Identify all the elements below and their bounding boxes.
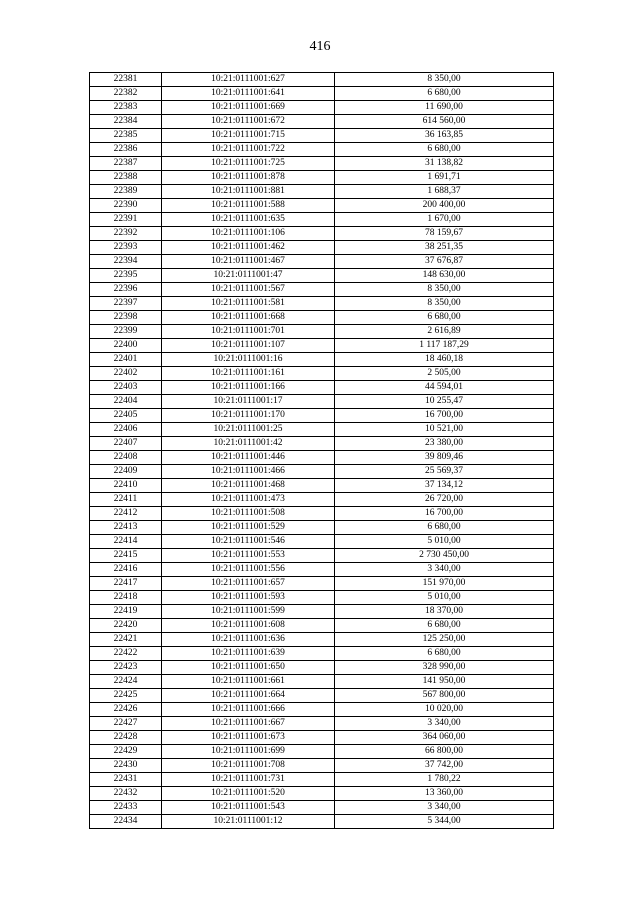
row-number-cell: 22386	[90, 143, 162, 157]
registry-table	[89, 72, 554, 829]
cadastral-number-cell: 10:21:0111001:170	[162, 409, 335, 423]
cadastral-number-cell: 10:21:0111001:699	[162, 745, 335, 759]
cadastral-number-cell: 10:21:0111001:106	[162, 227, 335, 241]
cadastral-number-cell: 10:21:0111001:161	[162, 367, 335, 381]
table-row	[90, 199, 554, 213]
row-number-cell: 22407	[90, 437, 162, 451]
row-number-cell: 22410	[90, 479, 162, 493]
row-number-cell: 22412	[90, 507, 162, 521]
value-cell: 39 809,46	[335, 451, 554, 465]
row-number-cell: 22387	[90, 157, 162, 171]
table-row	[90, 675, 554, 689]
cadastral-number-cell: 10:21:0111001:42	[162, 437, 335, 451]
value-cell: 8 350,00	[335, 283, 554, 297]
cadastral-number-cell: 10:21:0111001:593	[162, 591, 335, 605]
row-number-cell: 22385	[90, 129, 162, 143]
value-cell: 200 400,00	[335, 199, 554, 213]
table-row	[90, 129, 554, 143]
table-row	[90, 577, 554, 591]
table-row	[90, 759, 554, 773]
table-row	[90, 703, 554, 717]
cadastral-number-cell: 10:21:0111001:17	[162, 395, 335, 409]
row-number-cell: 22432	[90, 787, 162, 801]
table-row	[90, 437, 554, 451]
value-cell: 6 680,00	[335, 311, 554, 325]
row-number-cell: 22425	[90, 689, 162, 703]
cadastral-number-cell: 10:21:0111001:627	[162, 73, 335, 87]
table-row	[90, 185, 554, 199]
row-number-cell: 22396	[90, 283, 162, 297]
value-cell: 2 505,00	[335, 367, 554, 381]
row-number-cell: 22389	[90, 185, 162, 199]
row-number-cell: 22408	[90, 451, 162, 465]
table-row	[90, 241, 554, 255]
cadastral-number-cell: 10:21:0111001:588	[162, 199, 335, 213]
cadastral-number-cell: 10:21:0111001:878	[162, 171, 335, 185]
value-cell: 567 800,00	[335, 689, 554, 703]
cadastral-number-cell: 10:21:0111001:508	[162, 507, 335, 521]
value-cell: 23 380,00	[335, 437, 554, 451]
cadastral-number-cell: 10:21:0111001:701	[162, 325, 335, 339]
row-number-cell: 22428	[90, 731, 162, 745]
row-number-cell: 22423	[90, 661, 162, 675]
value-cell: 6 680,00	[335, 619, 554, 633]
value-cell: 36 163,85	[335, 129, 554, 143]
row-number-cell: 22401	[90, 353, 162, 367]
row-number-cell: 22393	[90, 241, 162, 255]
row-number-cell: 22426	[90, 703, 162, 717]
row-number-cell: 22382	[90, 87, 162, 101]
value-cell: 11 690,00	[335, 101, 554, 115]
table-row	[90, 171, 554, 185]
row-number-cell: 22413	[90, 521, 162, 535]
table-row	[90, 367, 554, 381]
cadastral-number-cell: 10:21:0111001:636	[162, 633, 335, 647]
cadastral-number-cell: 10:21:0111001:473	[162, 493, 335, 507]
table-row	[90, 465, 554, 479]
value-cell: 364 060,00	[335, 731, 554, 745]
value-cell: 38 251,35	[335, 241, 554, 255]
table-row	[90, 283, 554, 297]
row-number-cell: 22424	[90, 675, 162, 689]
value-cell: 10 255,47	[335, 395, 554, 409]
row-number-cell: 22395	[90, 269, 162, 283]
cadastral-number-cell: 10:21:0111001:520	[162, 787, 335, 801]
value-cell: 16 700,00	[335, 507, 554, 521]
cadastral-number-cell: 10:21:0111001:669	[162, 101, 335, 115]
row-number-cell: 22430	[90, 759, 162, 773]
value-cell: 13 360,00	[335, 787, 554, 801]
row-number-cell: 22411	[90, 493, 162, 507]
value-cell: 3 340,00	[335, 801, 554, 815]
cadastral-number-cell: 10:21:0111001:650	[162, 661, 335, 675]
row-number-cell: 22399	[90, 325, 162, 339]
table-row	[90, 633, 554, 647]
cadastral-number-cell: 10:21:0111001:462	[162, 241, 335, 255]
table-row	[90, 423, 554, 437]
cadastral-number-cell: 10:21:0111001:47	[162, 269, 335, 283]
table-row	[90, 815, 554, 829]
table-row	[90, 73, 554, 87]
row-number-cell: 22406	[90, 423, 162, 437]
row-number-cell: 22398	[90, 311, 162, 325]
cadastral-number-cell: 10:21:0111001:25	[162, 423, 335, 437]
table-row	[90, 115, 554, 129]
row-number-cell: 22429	[90, 745, 162, 759]
row-number-cell: 22420	[90, 619, 162, 633]
cadastral-number-cell: 10:21:0111001:546	[162, 535, 335, 549]
value-cell: 37 742,00	[335, 759, 554, 773]
row-number-cell: 22414	[90, 535, 162, 549]
row-number-cell: 22419	[90, 605, 162, 619]
cadastral-number-cell: 10:21:0111001:731	[162, 773, 335, 787]
cadastral-number-cell: 10:21:0111001:166	[162, 381, 335, 395]
cadastral-number-cell: 10:21:0111001:657	[162, 577, 335, 591]
value-cell: 1 688,37	[335, 185, 554, 199]
cadastral-number-cell: 10:21:0111001:639	[162, 647, 335, 661]
table-row	[90, 801, 554, 815]
row-number-cell: 22427	[90, 717, 162, 731]
value-cell: 18 460,18	[335, 353, 554, 367]
value-cell: 10 521,00	[335, 423, 554, 437]
value-cell: 16 700,00	[335, 409, 554, 423]
cadastral-number-cell: 10:21:0111001:529	[162, 521, 335, 535]
cadastral-number-cell: 10:21:0111001:16	[162, 353, 335, 367]
cadastral-number-cell: 10:21:0111001:556	[162, 563, 335, 577]
table-row	[90, 227, 554, 241]
table-row	[90, 451, 554, 465]
value-cell: 78 159,67	[335, 227, 554, 241]
row-number-cell: 22392	[90, 227, 162, 241]
value-cell: 328 990,00	[335, 661, 554, 675]
value-cell: 6 680,00	[335, 521, 554, 535]
table-row	[90, 101, 554, 115]
row-number-cell: 22431	[90, 773, 162, 787]
cadastral-number-cell: 10:21:0111001:599	[162, 605, 335, 619]
table-row	[90, 745, 554, 759]
value-cell: 3 340,00	[335, 717, 554, 731]
value-cell: 5 344,00	[335, 815, 554, 829]
value-cell: 66 800,00	[335, 745, 554, 759]
table-row	[90, 661, 554, 675]
value-cell: 6 680,00	[335, 647, 554, 661]
table-row	[90, 409, 554, 423]
row-number-cell: 22405	[90, 409, 162, 423]
value-cell: 2 616,89	[335, 325, 554, 339]
value-cell: 8 350,00	[335, 73, 554, 87]
row-number-cell: 22390	[90, 199, 162, 213]
value-cell: 37 134,12	[335, 479, 554, 493]
value-cell: 5 010,00	[335, 591, 554, 605]
cadastral-number-cell: 10:21:0111001:543	[162, 801, 335, 815]
cadastral-number-cell: 10:21:0111001:581	[162, 297, 335, 311]
table-row	[90, 507, 554, 521]
row-number-cell: 22404	[90, 395, 162, 409]
table-row	[90, 255, 554, 269]
value-cell: 3 340,00	[335, 563, 554, 577]
table-row	[90, 689, 554, 703]
table-row	[90, 381, 554, 395]
row-number-cell: 22421	[90, 633, 162, 647]
value-cell: 1 670,00	[335, 213, 554, 227]
table-row	[90, 773, 554, 787]
row-number-cell: 22403	[90, 381, 162, 395]
value-cell: 26 720,00	[335, 493, 554, 507]
table-row	[90, 269, 554, 283]
row-number-cell: 22388	[90, 171, 162, 185]
value-cell: 37 676,87	[335, 255, 554, 269]
table-row	[90, 395, 554, 409]
cadastral-number-cell: 10:21:0111001:12	[162, 815, 335, 829]
value-cell: 25 569,37	[335, 465, 554, 479]
row-number-cell: 22418	[90, 591, 162, 605]
cadastral-number-cell: 10:21:0111001:468	[162, 479, 335, 493]
value-cell: 1 691,71	[335, 171, 554, 185]
row-number-cell: 22391	[90, 213, 162, 227]
table-row	[90, 549, 554, 563]
row-number-cell: 22397	[90, 297, 162, 311]
table-row	[90, 647, 554, 661]
row-number-cell: 22400	[90, 339, 162, 353]
table-row	[90, 353, 554, 367]
value-cell: 18 370,00	[335, 605, 554, 619]
table-row	[90, 605, 554, 619]
page-number: 416	[309, 39, 331, 54]
cadastral-number-cell: 10:21:0111001:725	[162, 157, 335, 171]
cadastral-number-cell: 10:21:0111001:661	[162, 675, 335, 689]
cadastral-number-cell: 10:21:0111001:641	[162, 87, 335, 101]
table-row	[90, 311, 554, 325]
value-cell: 5 010,00	[335, 535, 554, 549]
value-cell: 31 138,82	[335, 157, 554, 171]
value-cell: 8 350,00	[335, 297, 554, 311]
row-number-cell: 22394	[90, 255, 162, 269]
value-cell: 2 730 450,00	[335, 549, 554, 563]
row-number-cell: 22422	[90, 647, 162, 661]
cadastral-number-cell: 10:21:0111001:466	[162, 465, 335, 479]
value-cell: 1 117 187,29	[335, 339, 554, 353]
cadastral-number-cell: 10:21:0111001:672	[162, 115, 335, 129]
value-cell: 151 970,00	[335, 577, 554, 591]
value-cell: 1 780,22	[335, 773, 554, 787]
row-number-cell: 22402	[90, 367, 162, 381]
row-number-cell: 22381	[90, 73, 162, 87]
table-row	[90, 619, 554, 633]
cadastral-number-cell: 10:21:0111001:673	[162, 731, 335, 745]
cadastral-number-cell: 10:21:0111001:666	[162, 703, 335, 717]
table-row	[90, 297, 554, 311]
table-row	[90, 479, 554, 493]
cadastral-number-cell: 10:21:0111001:668	[162, 311, 335, 325]
table-row	[90, 591, 554, 605]
registry-table-body	[90, 73, 554, 829]
cadastral-number-cell: 10:21:0111001:667	[162, 717, 335, 731]
value-cell: 10 020,00	[335, 703, 554, 717]
value-cell: 125 250,00	[335, 633, 554, 647]
table-row	[90, 731, 554, 745]
table-row	[90, 717, 554, 731]
row-number-cell: 22417	[90, 577, 162, 591]
table-row	[90, 787, 554, 801]
cadastral-number-cell: 10:21:0111001:553	[162, 549, 335, 563]
table-row	[90, 87, 554, 101]
table-row	[90, 325, 554, 339]
cadastral-number-cell: 10:21:0111001:715	[162, 129, 335, 143]
cadastral-number-cell: 10:21:0111001:567	[162, 283, 335, 297]
cadastral-number-cell: 10:21:0111001:467	[162, 255, 335, 269]
value-cell: 148 630,00	[335, 269, 554, 283]
row-number-cell: 22434	[90, 815, 162, 829]
cadastral-number-cell: 10:21:0111001:722	[162, 143, 335, 157]
row-number-cell: 22384	[90, 115, 162, 129]
table-row	[90, 339, 554, 353]
cadastral-number-cell: 10:21:0111001:708	[162, 759, 335, 773]
cadastral-number-cell: 10:21:0111001:664	[162, 689, 335, 703]
cadastral-number-cell: 10:21:0111001:608	[162, 619, 335, 633]
table-row	[90, 143, 554, 157]
cadastral-number-cell: 10:21:0111001:107	[162, 339, 335, 353]
row-number-cell: 22416	[90, 563, 162, 577]
cadastral-number-cell: 10:21:0111001:446	[162, 451, 335, 465]
table-row	[90, 535, 554, 549]
value-cell: 614 560,00	[335, 115, 554, 129]
value-cell: 141 950,00	[335, 675, 554, 689]
cadastral-number-cell: 10:21:0111001:635	[162, 213, 335, 227]
value-cell: 6 680,00	[335, 143, 554, 157]
value-cell: 6 680,00	[335, 87, 554, 101]
row-number-cell: 22433	[90, 801, 162, 815]
table-row	[90, 213, 554, 227]
table-row	[90, 493, 554, 507]
row-number-cell: 22415	[90, 549, 162, 563]
row-number-cell: 22383	[90, 101, 162, 115]
table-row	[90, 563, 554, 577]
cadastral-number-cell: 10:21:0111001:881	[162, 185, 335, 199]
row-number-cell: 22409	[90, 465, 162, 479]
table-row	[90, 521, 554, 535]
table-row	[90, 157, 554, 171]
value-cell: 44 594,01	[335, 381, 554, 395]
